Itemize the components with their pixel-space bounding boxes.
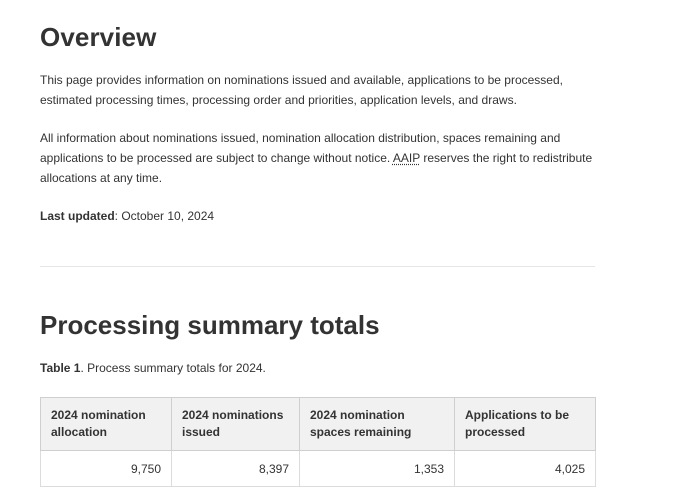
overview-heading: Overview	[40, 22, 157, 52]
table-header-row	[41, 398, 596, 451]
cell-allocation: 9,750	[41, 451, 172, 487]
last-updated	[40, 206, 595, 226]
column-header-remaining: 2024 nomination spaces remaining	[300, 398, 455, 451]
table-caption-text: . Process summary totals for 2024.	[80, 361, 266, 375]
column-header-issued: 2024 nominations issued	[172, 398, 300, 451]
column-header-to-process: Applications to be processed	[455, 398, 596, 451]
section-divider	[40, 266, 595, 267]
last-updated-label: Last updated	[40, 209, 115, 223]
notice-paragraph	[40, 128, 595, 188]
table-caption-label: Table 1	[40, 361, 81, 375]
last-updated-date: : October 10, 2024	[114, 209, 215, 223]
notice-text-end: reserves the right to redistribute allocations at any time.	[40, 151, 593, 185]
cell-issued: 8,397	[172, 451, 300, 487]
aaip-abbreviation[interactable]: AAIP	[392, 151, 421, 165]
summary-heading: Processing summary totals	[40, 310, 380, 340]
intro-paragraph: This page provides information on nominations issued and available, applications to be processed, estimated processing times, processing order and priorities, application levels, and draws.	[40, 73, 563, 107]
notice-text-start: All information about nominations issued, nomination allocation distribution, spaces remaining and applications to be processed are subject to change without notice.	[40, 131, 561, 165]
cell-to-process: 4,025	[455, 451, 596, 487]
table-caption	[40, 358, 266, 378]
table-row	[41, 451, 596, 487]
cell-remaining: 1,353	[300, 451, 455, 487]
column-header-allocation: 2024 nomination allocation	[41, 398, 172, 451]
summary-table	[40, 397, 596, 487]
